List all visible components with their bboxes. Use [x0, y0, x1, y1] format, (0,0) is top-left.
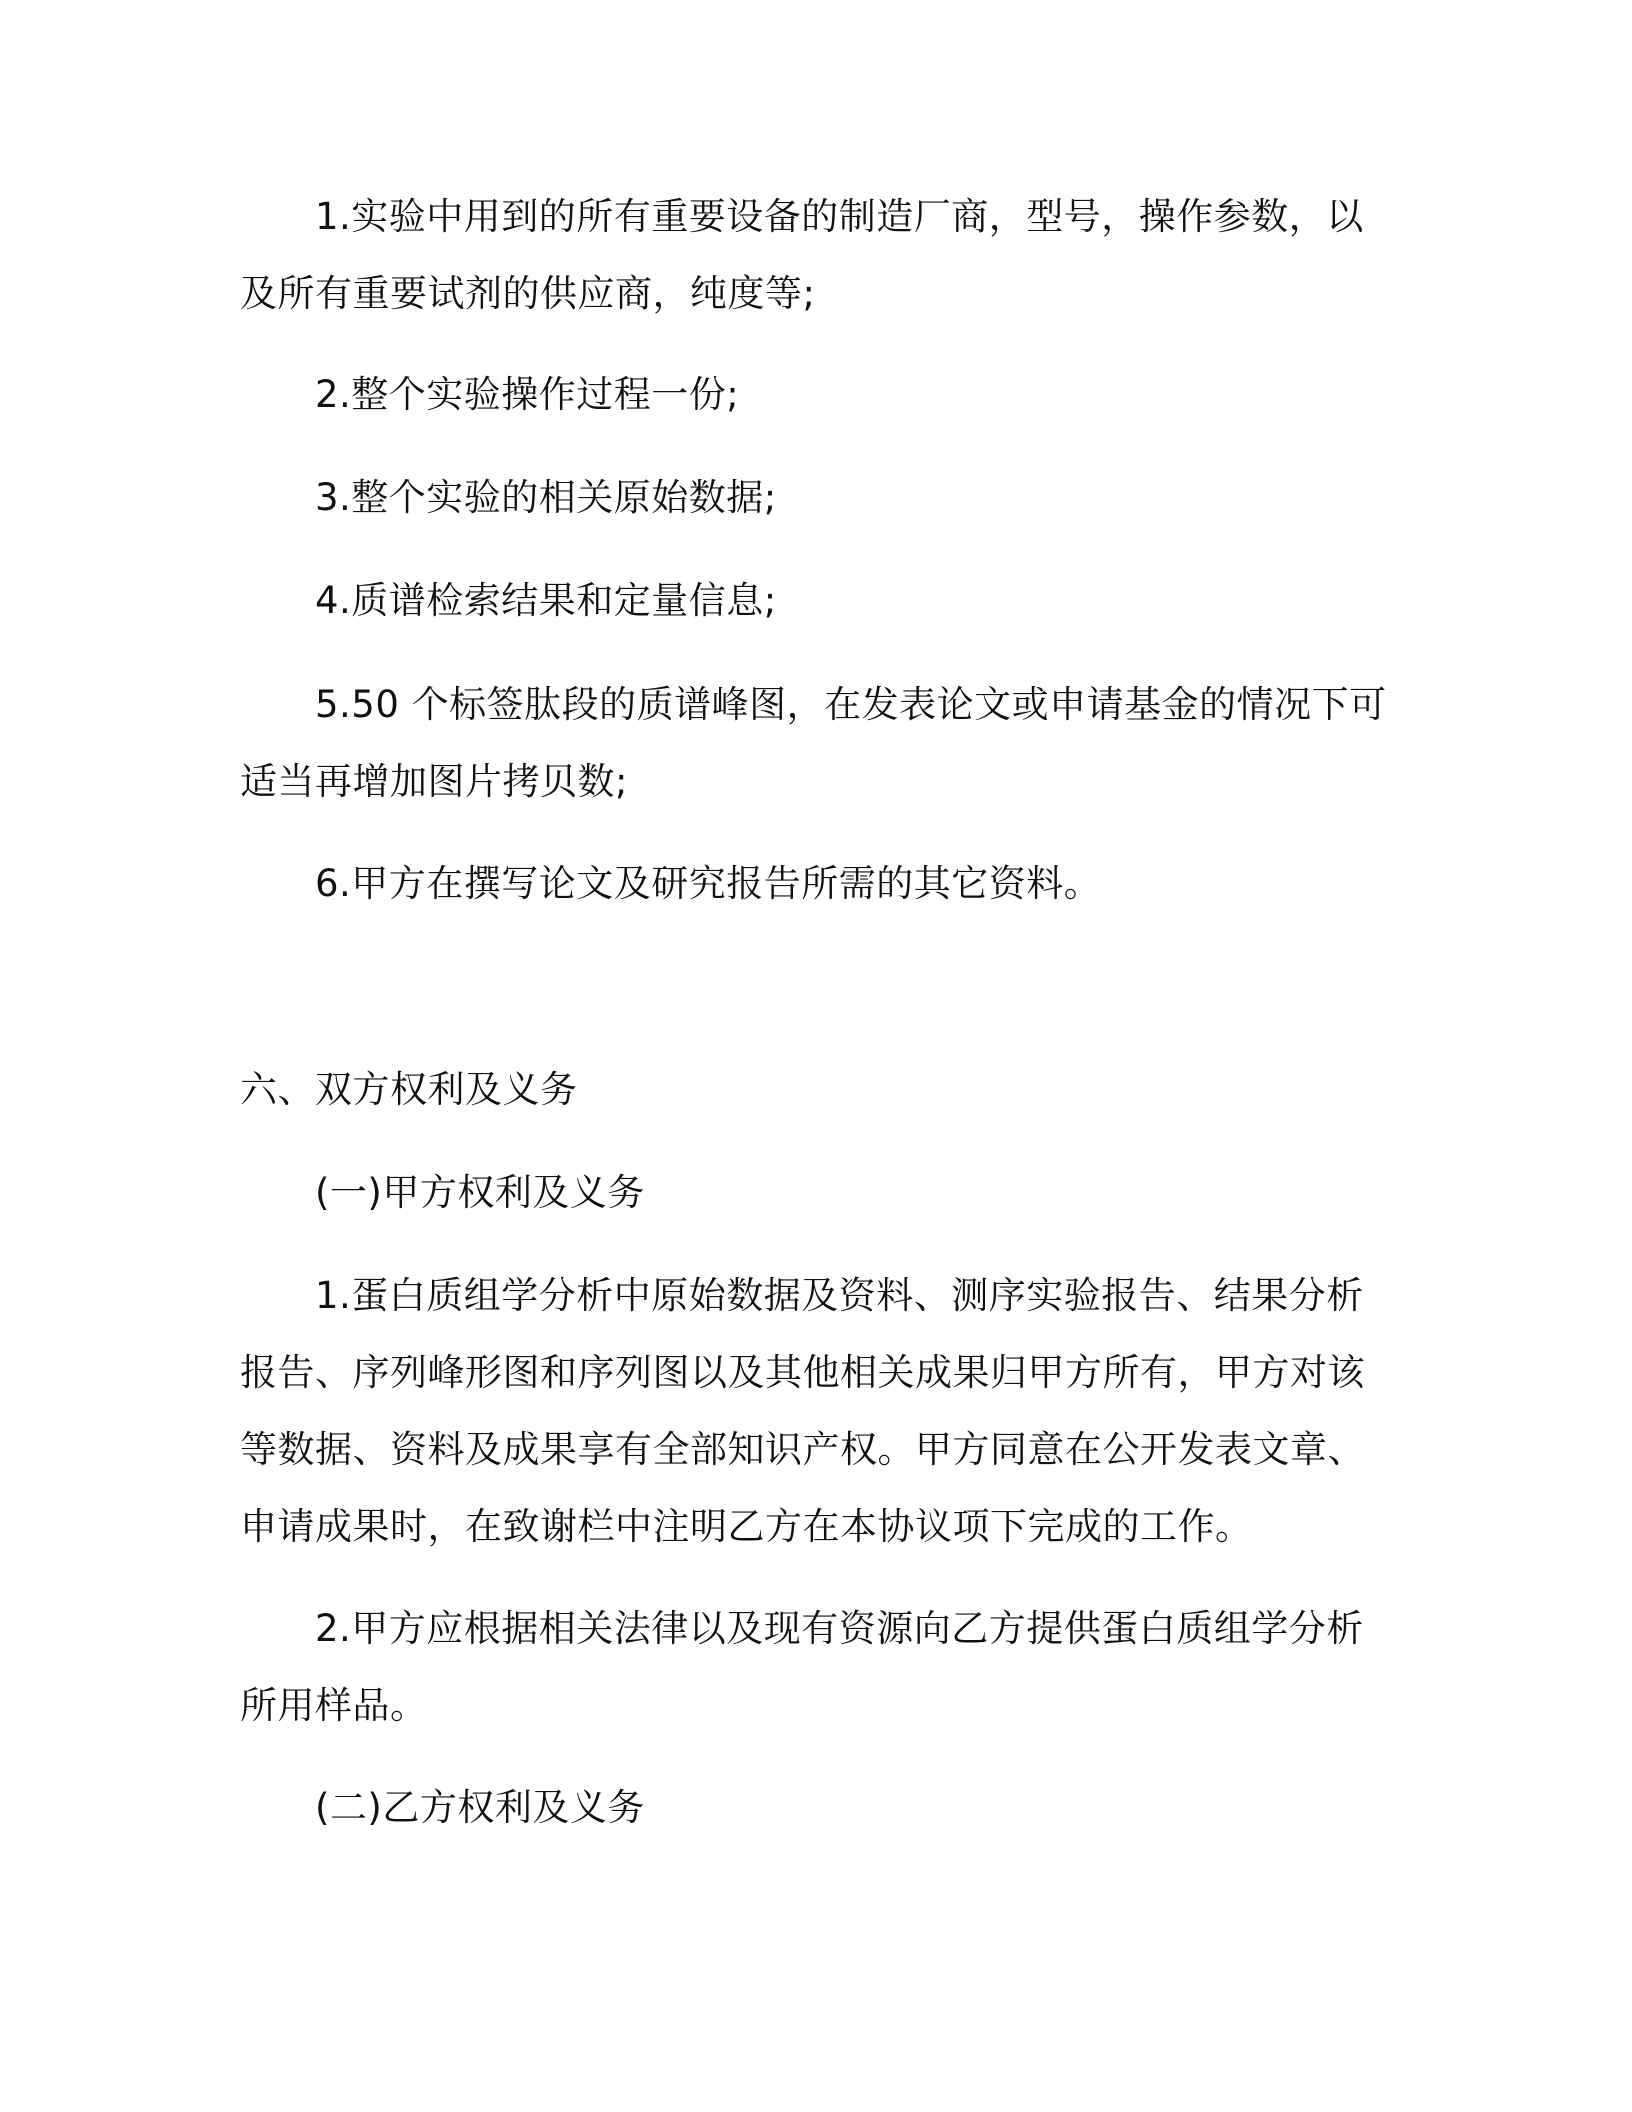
section-heading-text: 六、双方权利及义务	[240, 1068, 578, 1111]
text-line: 2.甲方应根据相关法律以及现有资源向乙方提供蛋白质组学分析	[315, 1607, 1364, 1650]
list-item-6	[240, 845, 1370, 922]
text-line: 3.整个实验的相关原始数据;	[315, 476, 777, 519]
subsection-heading-text: (一)甲方权利及义务	[315, 1171, 645, 1214]
text-line: 6.甲方在撰写论文及研究报告所需的其它资料。	[315, 862, 1102, 905]
text-line: 等数据、资料及成果享有全部知识产权。甲方同意在公开发表文章、	[240, 1428, 1365, 1471]
text-line: 4.质谱检索结果和定量信息;	[315, 579, 777, 622]
text-line: 适当再增加图片拷贝数;	[240, 760, 628, 803]
subsection-heading-party-a	[240, 1154, 1370, 1231]
text-line: 1.实验中用到的所有重要设备的制造厂商，型号，操作参数，以	[315, 195, 1364, 238]
text-line: 2.整个实验操作过程一份;	[315, 373, 740, 416]
subsection-heading-party-b	[240, 1769, 1370, 1846]
text-line: 所用样品。	[240, 1684, 428, 1727]
party-a-item-2	[240, 1590, 1370, 1744]
text-line: 申请成果时，在致谢栏中注明乙方在本协议项下完成的工作。	[240, 1505, 1253, 1548]
text-line: 及所有重要试剂的供应商，纯度等;	[240, 272, 816, 315]
list-item-4	[240, 562, 1370, 639]
text-line: 1.蛋白质组学分析中原始数据及资料、测序实验报告、结果分析	[315, 1274, 1364, 1317]
subsection-heading-text: (二)乙方权利及义务	[315, 1786, 645, 1829]
list-item-2	[240, 356, 1370, 433]
text-line: 报告、序列峰形图和序列图以及其他相关成果归甲方所有，甲方对该	[240, 1351, 1365, 1394]
list-item-1	[240, 178, 1370, 332]
list-item-3	[240, 459, 1370, 536]
party-a-item-1	[240, 1257, 1370, 1565]
section-heading	[240, 1051, 1370, 1128]
text-line: 5.50 个标签肽段的质谱峰图，在发表论文或申请基金的情况下可	[315, 683, 1387, 726]
list-item-5	[240, 666, 1387, 820]
